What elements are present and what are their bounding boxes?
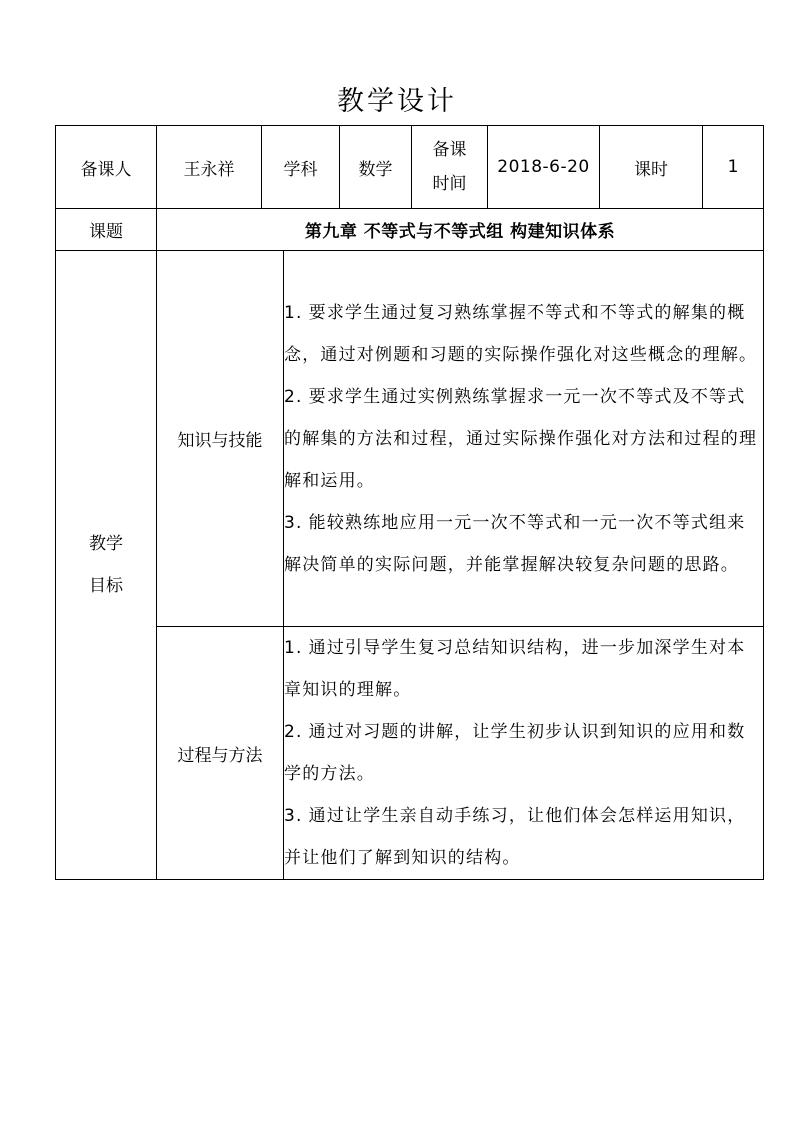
lesson-value: 1 [703, 126, 764, 209]
knowledge-skills-content [284, 251, 764, 627]
preparer-label: 备课人 [56, 126, 157, 209]
topic-value: 第九章 不等式与不等式组 构建知识体系 [157, 209, 764, 251]
goals-row-knowledge [56, 251, 764, 627]
goals-label-line1: 教学 [89, 534, 123, 554]
item-text: 能较熟练地应用一元一次不等式和一元一次不等式组来解决简单的实际问题，并能掌握解决较复杂问题的思路。 [284, 512, 746, 575]
item-text: 要求学生通过复习熟练掌握不等式和不等式的解集的概念，通过对例题和习题的实际操作强化对这些概念的理解。 [284, 302, 758, 365]
knowledge-skills-label: 知识与技能 [157, 251, 284, 627]
process-methods-content [284, 627, 764, 880]
header-row [56, 126, 764, 209]
goals-row-process [56, 627, 764, 880]
lesson-design-table [55, 125, 764, 880]
item-number: 1. [284, 302, 303, 323]
process-methods-label: 过程与方法 [157, 627, 284, 880]
prep-time-label-line2: 时间 [432, 174, 467, 194]
topic-label: 课题 [56, 209, 157, 251]
item-number: 1. [284, 638, 303, 658]
item-number: 3. [284, 512, 303, 533]
knowledge-item-3 [284, 502, 763, 586]
knowledge-item-2 [284, 376, 763, 502]
prep-time-label-line1: 备课 [432, 140, 467, 160]
goals-label [56, 251, 157, 880]
item-text: 通过引导学生复习总结知识结构，进一步加深学生对本章知识的理解。 [284, 638, 746, 700]
item-number: 2. [284, 386, 303, 407]
item-number: 3. [284, 806, 303, 826]
item-text: 要求学生通过实例熟练掌握求一元一次不等式及不等式的解集的方法和过程，通过实际操作强化对方法和过程的理解和运用。 [284, 386, 758, 491]
process-item-2 [284, 711, 763, 795]
subject-value: 数学 [340, 126, 412, 209]
knowledge-item-1 [284, 292, 763, 376]
subject-label: 学科 [262, 126, 340, 209]
topic-row [56, 209, 764, 251]
preparer-value: 王永祥 [157, 126, 262, 209]
goals-label-line2: 目标 [89, 576, 123, 596]
process-item-1 [284, 627, 763, 711]
item-text: 通过让学生亲自动手练习，让他们体会怎样运用知识，并让他们了解到知识的结构。 [284, 806, 746, 868]
item-number: 2. [284, 722, 303, 742]
prep-time-value: 2018-6-20 [488, 126, 600, 209]
item-text: 通过对习题的讲解，让学生初步认识到知识的应用和数学的方法。 [284, 722, 746, 784]
lesson-label: 课时 [600, 126, 703, 209]
page-title: 教学设计 [337, 86, 457, 117]
prep-time-label [412, 126, 488, 209]
process-item-3 [284, 795, 763, 879]
